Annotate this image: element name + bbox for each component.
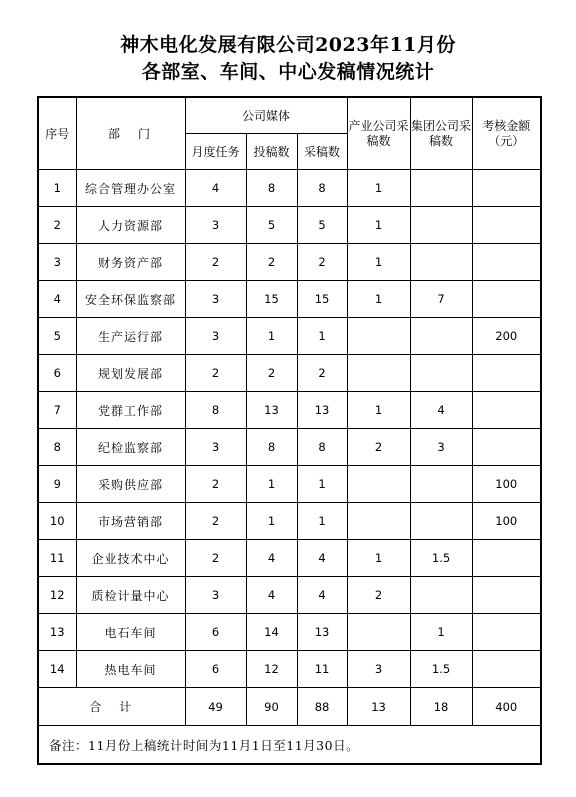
cell-submit: 12 <box>246 651 297 688</box>
cell-industry: 3 <box>347 651 410 688</box>
document-title-line1: 神木电化发展有限公司2023年11月份 <box>120 34 456 56</box>
cell-adopt: 2 <box>297 244 347 281</box>
total-adopt: 88 <box>297 688 347 726</box>
cell-industry: 1 <box>347 540 410 577</box>
cell-group <box>410 170 472 207</box>
table-row <box>38 577 541 614</box>
cell-industry <box>347 503 410 540</box>
cell-no: 7 <box>38 392 76 429</box>
cell-group <box>410 355 472 392</box>
cell-amount <box>472 281 541 318</box>
cell-no: 8 <box>38 429 76 466</box>
table-row <box>38 318 541 355</box>
cell-no: 5 <box>38 318 76 355</box>
cell-task: 3 <box>185 318 246 355</box>
header-group-adopted: 集团公司采稿数 <box>410 97 472 170</box>
table-row <box>38 503 541 540</box>
cell-submit: 4 <box>246 577 297 614</box>
cell-submit: 1 <box>246 318 297 355</box>
cell-no: 2 <box>38 207 76 244</box>
cell-task: 2 <box>185 244 246 281</box>
cell-amount <box>472 170 541 207</box>
document-title-line2: 各部室、车间、中心发稿情况统计 <box>141 61 435 83</box>
cell-dept: 人力资源部 <box>76 207 185 244</box>
cell-no: 9 <box>38 466 76 503</box>
cell-submit: 8 <box>246 429 297 466</box>
cell-group: 1 <box>410 614 472 651</box>
cell-dept: 企业技术中心 <box>76 540 185 577</box>
cell-adopt: 8 <box>297 429 347 466</box>
cell-amount: 100 <box>472 466 541 503</box>
total-task: 49 <box>185 688 246 726</box>
cell-no: 11 <box>38 540 76 577</box>
cell-group <box>410 318 472 355</box>
cell-dept: 规划发展部 <box>76 355 185 392</box>
cell-group: 7 <box>410 281 472 318</box>
cell-task: 3 <box>185 207 246 244</box>
cell-submit: 1 <box>246 466 297 503</box>
cell-submit: 15 <box>246 281 297 318</box>
cell-submit: 2 <box>246 355 297 392</box>
statistics-table <box>37 96 542 765</box>
cell-adopt: 15 <box>297 281 347 318</box>
cell-task: 3 <box>185 429 246 466</box>
cell-amount <box>472 614 541 651</box>
cell-group <box>410 503 472 540</box>
cell-task: 6 <box>185 614 246 651</box>
cell-industry: 2 <box>347 577 410 614</box>
cell-submit: 8 <box>246 170 297 207</box>
cell-no: 13 <box>38 614 76 651</box>
cell-adopt: 4 <box>297 577 347 614</box>
cell-industry: 1 <box>347 281 410 318</box>
cell-no: 3 <box>38 244 76 281</box>
table-row <box>38 429 541 466</box>
header-monthly-task: 月度任务 <box>185 134 246 170</box>
cell-industry <box>347 355 410 392</box>
total-submit: 90 <box>246 688 297 726</box>
cell-amount <box>472 577 541 614</box>
cell-industry <box>347 466 410 503</box>
cell-no: 6 <box>38 355 76 392</box>
note-row <box>38 726 541 765</box>
cell-industry: 2 <box>347 429 410 466</box>
table-row <box>38 244 541 281</box>
table-row <box>38 466 541 503</box>
cell-adopt: 1 <box>297 318 347 355</box>
cell-amount <box>472 355 541 392</box>
header-adopted: 采稿数 <box>297 134 347 170</box>
table-row <box>38 540 541 577</box>
cell-group: 4 <box>410 392 472 429</box>
cell-group <box>410 207 472 244</box>
cell-dept: 生产运行部 <box>76 318 185 355</box>
total-industry: 13 <box>347 688 410 726</box>
table-row <box>38 207 541 244</box>
cell-adopt: 5 <box>297 207 347 244</box>
cell-adopt: 1 <box>297 466 347 503</box>
cell-amount <box>472 392 541 429</box>
cell-adopt: 8 <box>297 170 347 207</box>
cell-amount <box>472 540 541 577</box>
cell-adopt: 11 <box>297 651 347 688</box>
header-seq: 序号 <box>38 97 76 170</box>
table-row <box>38 392 541 429</box>
cell-dept: 热电车间 <box>76 651 185 688</box>
cell-group <box>410 577 472 614</box>
cell-adopt: 4 <box>297 540 347 577</box>
cell-industry: 1 <box>347 207 410 244</box>
cell-adopt: 1 <box>297 503 347 540</box>
cell-submit: 1 <box>246 503 297 540</box>
cell-industry: 1 <box>347 170 410 207</box>
cell-amount <box>472 207 541 244</box>
cell-task: 3 <box>185 577 246 614</box>
table-row <box>38 281 541 318</box>
cell-task: 3 <box>185 281 246 318</box>
cell-dept: 质检计量中心 <box>76 577 185 614</box>
cell-task: 6 <box>185 651 246 688</box>
cell-task: 4 <box>185 170 246 207</box>
cell-task: 2 <box>185 466 246 503</box>
note-text: 备注：11月份上稿统计时间为11月1日至11月30日。 <box>38 726 541 765</box>
cell-dept: 安全环保监察部 <box>76 281 185 318</box>
total-group: 18 <box>410 688 472 726</box>
cell-group: 3 <box>410 429 472 466</box>
header-row-1 <box>38 97 541 134</box>
cell-dept: 纪检监察部 <box>76 429 185 466</box>
table-row <box>38 614 541 651</box>
header-industry-adopted: 产业公司采稿数 <box>347 97 410 170</box>
cell-group <box>410 244 472 281</box>
cell-amount <box>472 429 541 466</box>
cell-no: 4 <box>38 281 76 318</box>
table-row <box>38 170 541 207</box>
table-row <box>38 355 541 392</box>
cell-amount <box>472 651 541 688</box>
header-submitted: 投稿数 <box>246 134 297 170</box>
cell-amount: 200 <box>472 318 541 355</box>
cell-industry: 1 <box>347 392 410 429</box>
cell-dept: 市场营销部 <box>76 503 185 540</box>
cell-task: 2 <box>185 503 246 540</box>
cell-no: 1 <box>38 170 76 207</box>
cell-amount: 100 <box>472 503 541 540</box>
cell-task: 8 <box>185 392 246 429</box>
cell-submit: 5 <box>246 207 297 244</box>
cell-dept: 电石车间 <box>76 614 185 651</box>
cell-submit: 14 <box>246 614 297 651</box>
cell-dept: 财务资产部 <box>76 244 185 281</box>
cell-no: 10 <box>38 503 76 540</box>
table-row <box>38 651 541 688</box>
cell-submit: 4 <box>246 540 297 577</box>
cell-adopt: 2 <box>297 355 347 392</box>
cell-submit: 13 <box>246 392 297 429</box>
cell-task: 2 <box>185 540 246 577</box>
cell-group: 1.5 <box>410 651 472 688</box>
cell-task: 2 <box>185 355 246 392</box>
cell-amount <box>472 244 541 281</box>
header-assessment: 考核金额（元） <box>472 97 541 170</box>
cell-industry <box>347 318 410 355</box>
cell-no: 12 <box>38 577 76 614</box>
cell-dept: 综合管理办公室 <box>76 170 185 207</box>
total-amount: 400 <box>472 688 541 726</box>
cell-submit: 2 <box>246 244 297 281</box>
cell-dept: 党群工作部 <box>76 392 185 429</box>
cell-adopt: 13 <box>297 392 347 429</box>
cell-dept: 采购供应部 <box>76 466 185 503</box>
header-company-media: 公司媒体 <box>185 97 347 134</box>
cell-no: 14 <box>38 651 76 688</box>
header-dept: 部 门 <box>76 97 185 170</box>
cell-group <box>410 466 472 503</box>
total-label: 合 计 <box>38 688 185 726</box>
cell-adopt: 13 <box>297 614 347 651</box>
cell-group: 1.5 <box>410 540 472 577</box>
cell-industry <box>347 614 410 651</box>
cell-industry: 1 <box>347 244 410 281</box>
total-row <box>38 688 541 726</box>
